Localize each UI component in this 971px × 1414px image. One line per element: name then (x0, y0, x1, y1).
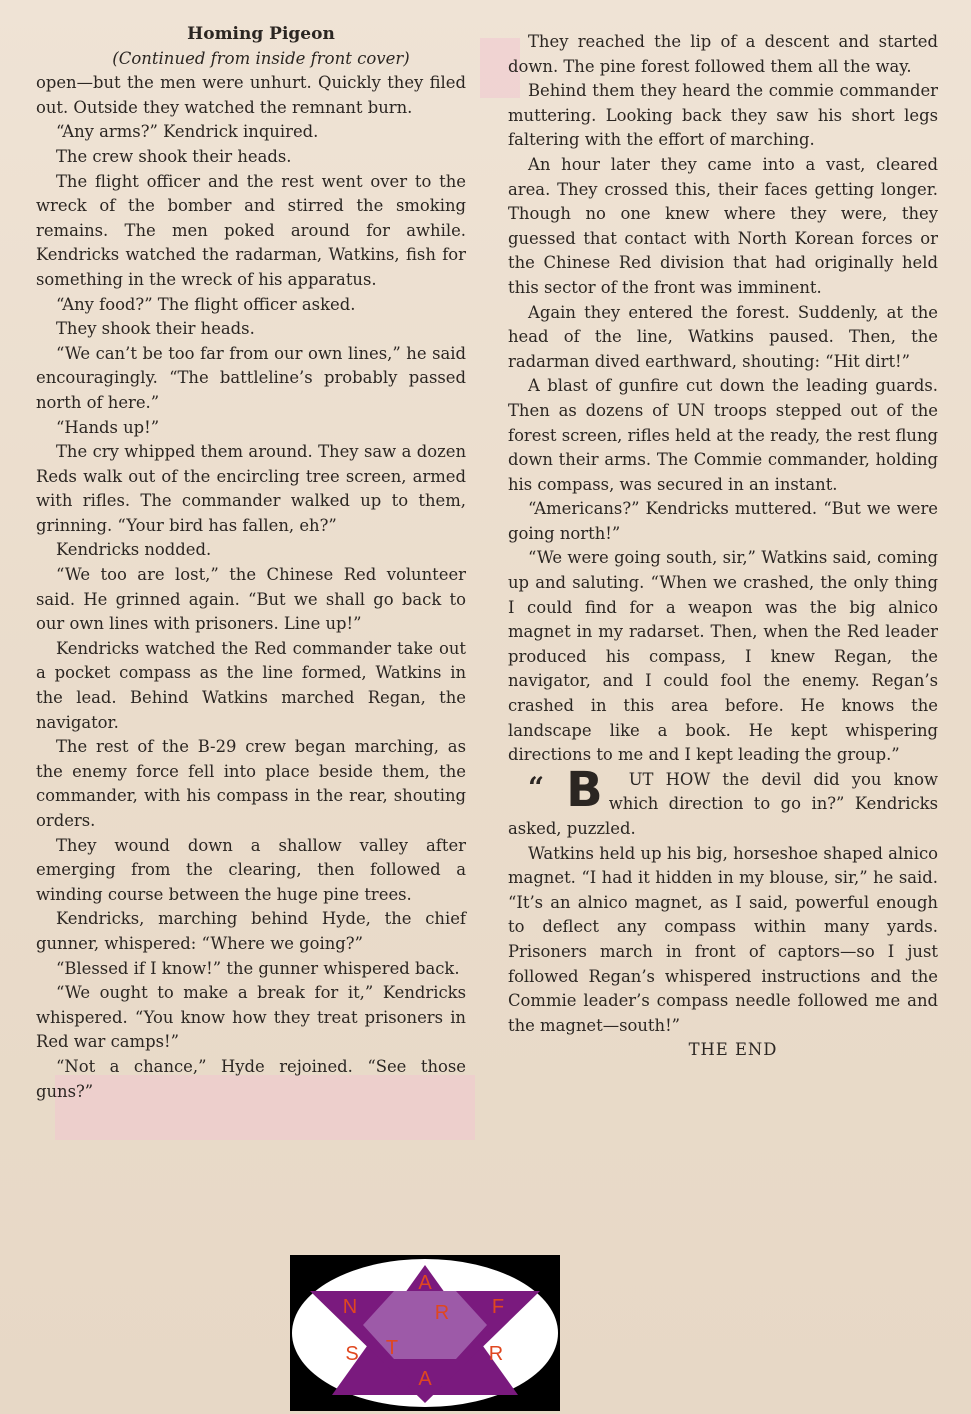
paragraph: “We too are lost,” the Chinese Red volunteer said. He grinned again. “But we shall go back to our own lines with prisoners. Line up!” (36, 565, 466, 634)
story-title: Homing Pigeon (187, 24, 335, 44)
paragraph: Again they entered the forest. Suddenly, at the head of the line, Watkins paused. Then, the radarman dived earthward, shouting: “Hit dirt!” (508, 302, 938, 371)
paragraph: The flight officer and the rest went over to the wreck of the bomber and stirred the smoking remains. The men poked around for awhile. Kendricks watched the radarman, Watkins, fish for something in the wreck of his apparatus. (36, 171, 466, 289)
narfstar-logo-graphic (290, 1255, 560, 1411)
paragraph: They wound down a shallow valley after emerging from the clearing, then followed a winding course between the huge pine trees. (36, 835, 466, 904)
right-column (508, 30, 938, 1063)
the-end-label: THE END (688, 1040, 778, 1060)
paragraph: open—but the men were unhurt. Quickly they filed out. Outside they watched the remnant burn. (36, 73, 466, 117)
paragraph: They reached the lip of a descent and started down. The pine forest followed them all the way. (508, 32, 938, 76)
paragraph: The rest of the B-29 crew began marching, as the enemy force fell into place beside them, the commander, with his compass in the rear, shouting orders. (36, 737, 466, 830)
logo-letter: F (491, 1296, 505, 1318)
logo-letter: S (345, 1343, 359, 1365)
paragraph: “Hands up!” (56, 417, 160, 437)
logo-letter: T (385, 1337, 399, 1359)
paragraph: “Not a chance,” Hyde rejoined. “See those guns?” (36, 1056, 466, 1101)
logo-letter: R (434, 1302, 450, 1324)
paragraph: “Americans?” Kendricks muttered. “But we were going north!” (508, 499, 938, 543)
paragraph: “Any food?” The flight officer asked. (56, 294, 356, 314)
paragraph: They shook their heads. (56, 319, 255, 339)
drop-cap-text: UT HOW the devil did you know which direction to go in?” Kendricks asked, puzzled. (508, 769, 938, 838)
paragraph: The cry whipped them around. They saw a dozen Reds walk out of the encircling tree screen, armed with rifles. The commander walked up to them, grinning. “Your bird has fallen, eh?” (36, 442, 466, 535)
paragraph: A blast of gunfire cut down the leading guards. Then as dozens of UN troops stepped out of the forest screen, rifles held at the ready, the rest flung down their arms. The Commie commander, holding his compass, was secured in an instant. (508, 376, 938, 494)
drop-cap-letter: B (566, 761, 603, 818)
paragraph: “Blessed if I know!” the gunner whispered back. (56, 958, 460, 978)
paragraph: “We can’t be too far from our own lines,” he said encouragingly. “The battleline’s probably passed north of here.” (36, 343, 466, 412)
logo-letter: A (418, 1368, 432, 1390)
drop-quote-mark: “ (528, 770, 545, 804)
paragraph: Kendricks watched the Red commander take out a pocket compass as the line formed, Watkins in the lead. Behind Watkins marched Regan, the navigator. (36, 638, 466, 732)
paragraph: “We ought to make a break for it,” Kendricks whispered. “You know how they treat prisoners in Red war camps!” (36, 983, 466, 1052)
paragraph: “Any arms?” Kendrick inquired. (56, 122, 319, 142)
logo-letter: A (418, 1272, 432, 1294)
paragraph: An hour later they came into a vast, cleared area. They crossed this, their faces getting longer. Though no one knew where they were, they guessed that contact with North Korean forces or the Chinese Red division that had originally held this sector of the front was imminent. (508, 154, 938, 297)
paragraph: “We were going south, sir,” Watkins said, coming up and saluting. “When we crashed, the only thing I could find for a weapon was the big alnico magnet in my radarset. Then, when the Red leader produced his compass, I knew Regan, the navigator, and I could fool the enemy. Regan’s crashed in this area before. He knows the landscape like a book. He kept whispering directions to me and I kept leading the group.” (508, 548, 938, 765)
paragraph: Watkins held up his big, horseshoe shaped alnico magnet. “I had it hidden in my blouse, sir,” he said. “It’s an alnico magnet, as I said, powerful enough to deflect any compass within many yards. Prisoners march in front of captors—so I just followed Regan’s whispered instructions and the Commie leader’s compass needle followed me and the magnet—south!” (508, 843, 938, 1035)
logo-letter: R (488, 1343, 504, 1365)
logo-letter: N (342, 1296, 358, 1318)
paragraph: The crew shook their heads. (56, 146, 292, 166)
drop-cap-paragraph (508, 761, 938, 842)
story-subtitle: (Continued from inside front cover) (112, 48, 410, 68)
narfstar-logo (290, 1255, 560, 1411)
paragraph: Behind them they heard the commie commander muttering. Looking back they saw his short legs faltering with the effort of marching. (508, 81, 938, 150)
left-column (36, 22, 466, 1104)
paragraph: Kendricks nodded. (56, 540, 212, 560)
paragraph: Kendricks, marching behind Hyde, the chief gunner, whispered: “Where we going?” (36, 909, 466, 953)
